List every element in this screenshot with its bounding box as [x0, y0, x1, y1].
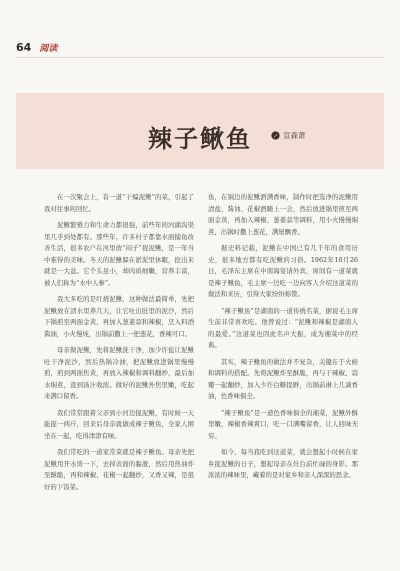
- paragraph: “辣子鳅鱼”是湖南的一道传统名菜，据说毛主席生前非常喜欢吃。他曾说过：“泥鳅和辣椒是湖南人的最爱。”这道菜也因此名声大振，成为湘菜中的经典。: [208, 306, 358, 349]
- paragraph: 我们常常跟着父亲到小河边捉泥鳅，有时候一天能捉一两斤，回来后母亲就做成辣子鳅鱼，全家人围坐在一起，吃得津津有味。: [44, 408, 194, 440]
- paragraph: 我们常吃的一道家常菜就是辣子鳅鱼。母亲先把泥鳅用开水烫一下，去掉表面的黏液，然后用热油炸至酥脆，再和辣椒、花椒一起翻炒，又香又辣，是很好的下饭菜。: [44, 448, 194, 491]
- article-column-right: [208, 192, 358, 487]
- paragraph: 我大多吃的是红烧泥鳅，这种做法最简单，先把泥鳅放在清水里养几天，让它吐出肚里的泥沙，然后下锅煎至两面金黄，再加入葱姜蒜和辣椒，烹入料酒酱油，小火慢炖，出锅前撒上一把葱花，香辣可口。: [44, 295, 194, 338]
- page-header: [16, 40, 57, 54]
- section-label: 阅读: [39, 43, 58, 54]
- paragraph: 泥鳅繁殖力和生命力都很强，前些年的河湖沟渠里几乎到处都有。那些年，许多村子都靠水面捕鱼改善生活，很多农户在河里放“闷子”捉泥鳅，是一年当中难得的美味。冬天的泥鳅躲在淤泥里休眠，挖出来就是一大盆。它个头虽小，却肉质细嫩，营养丰富，被人们称为“水中人参”。: [44, 221, 194, 287]
- author-byline: [271, 130, 306, 141]
- paragraph: “辣子鳅鱼”是一道色香味俱全的湘菜，泥鳅外酥里嫩，辣椒香辣爽口，吃一口满嘴留香，让人回味无穷。: [208, 408, 358, 440]
- paragraph: 在一次聚会上，有一道“干煸泥鳅”的菜，引起了我对往事的回忆。: [44, 193, 194, 213]
- paragraph: 鱼，在锅边的泥鳅洒满香味，制作时把选净的泥鳅用清盐、酱油、花椒酒腌上一会，然后放进锅里煎至两面金黄，再加入辣椒、葱姜蒜等调料，用小火慢慢焖煮，出锅时撒上葱花，满屋飘香。: [208, 193, 358, 236]
- author-pen-icon: [271, 131, 280, 140]
- article-title: 辣子鳅鱼: [148, 124, 252, 153]
- title-banner: [16, 93, 384, 169]
- author-name: 宣森萧: [283, 131, 306, 140]
- paragraph: 母亲做泥鳅，先将泥鳅洗干净，加少许盐让泥鳅吐干净泥沙，然后热锅冷油，把泥鳅放进锅里慢慢煎，煎到两面焦黄，再放入辣椒和调料翻炒，最后加水焖煮，直到汤汁收浓。做好的泥鳅外焦里嫩，吃起来满口留香。: [44, 346, 194, 400]
- paragraph: 据史料记载，泥鳅在中国已有几千年的食用历史，很多地方都有吃泥鳅的习俗。1962年10月26日，毛泽东主席在中南海宴请外宾，席间有一道菜就是辣子鳅鱼，毛主席一边吃一边向客人介绍这道菜的做法和来历，引得大家纷纷称赞。: [208, 244, 358, 298]
- article-column-left: [44, 192, 194, 498]
- paragraph: 如今，每当我吃到这道菜，就会想起小时候在家乡捉泥鳅的日子，想起母亲在灶台前忙碌的身影。那浓浓的辣味里，藏着的是对家乡和亲人深深的思念。: [208, 448, 358, 479]
- paragraph: 其实，辣子鳅鱼的做法并不复杂，关键在于火候和调料的搭配。先将泥鳅炸至酥脆，再与干辣椒、蒜瓣一起翻炒，加入少许白糖提鲜，出锅前淋上几滴香油，色香味俱全。: [208, 357, 358, 400]
- page-number: 64: [16, 40, 32, 54]
- header-divider: [16, 57, 384, 58]
